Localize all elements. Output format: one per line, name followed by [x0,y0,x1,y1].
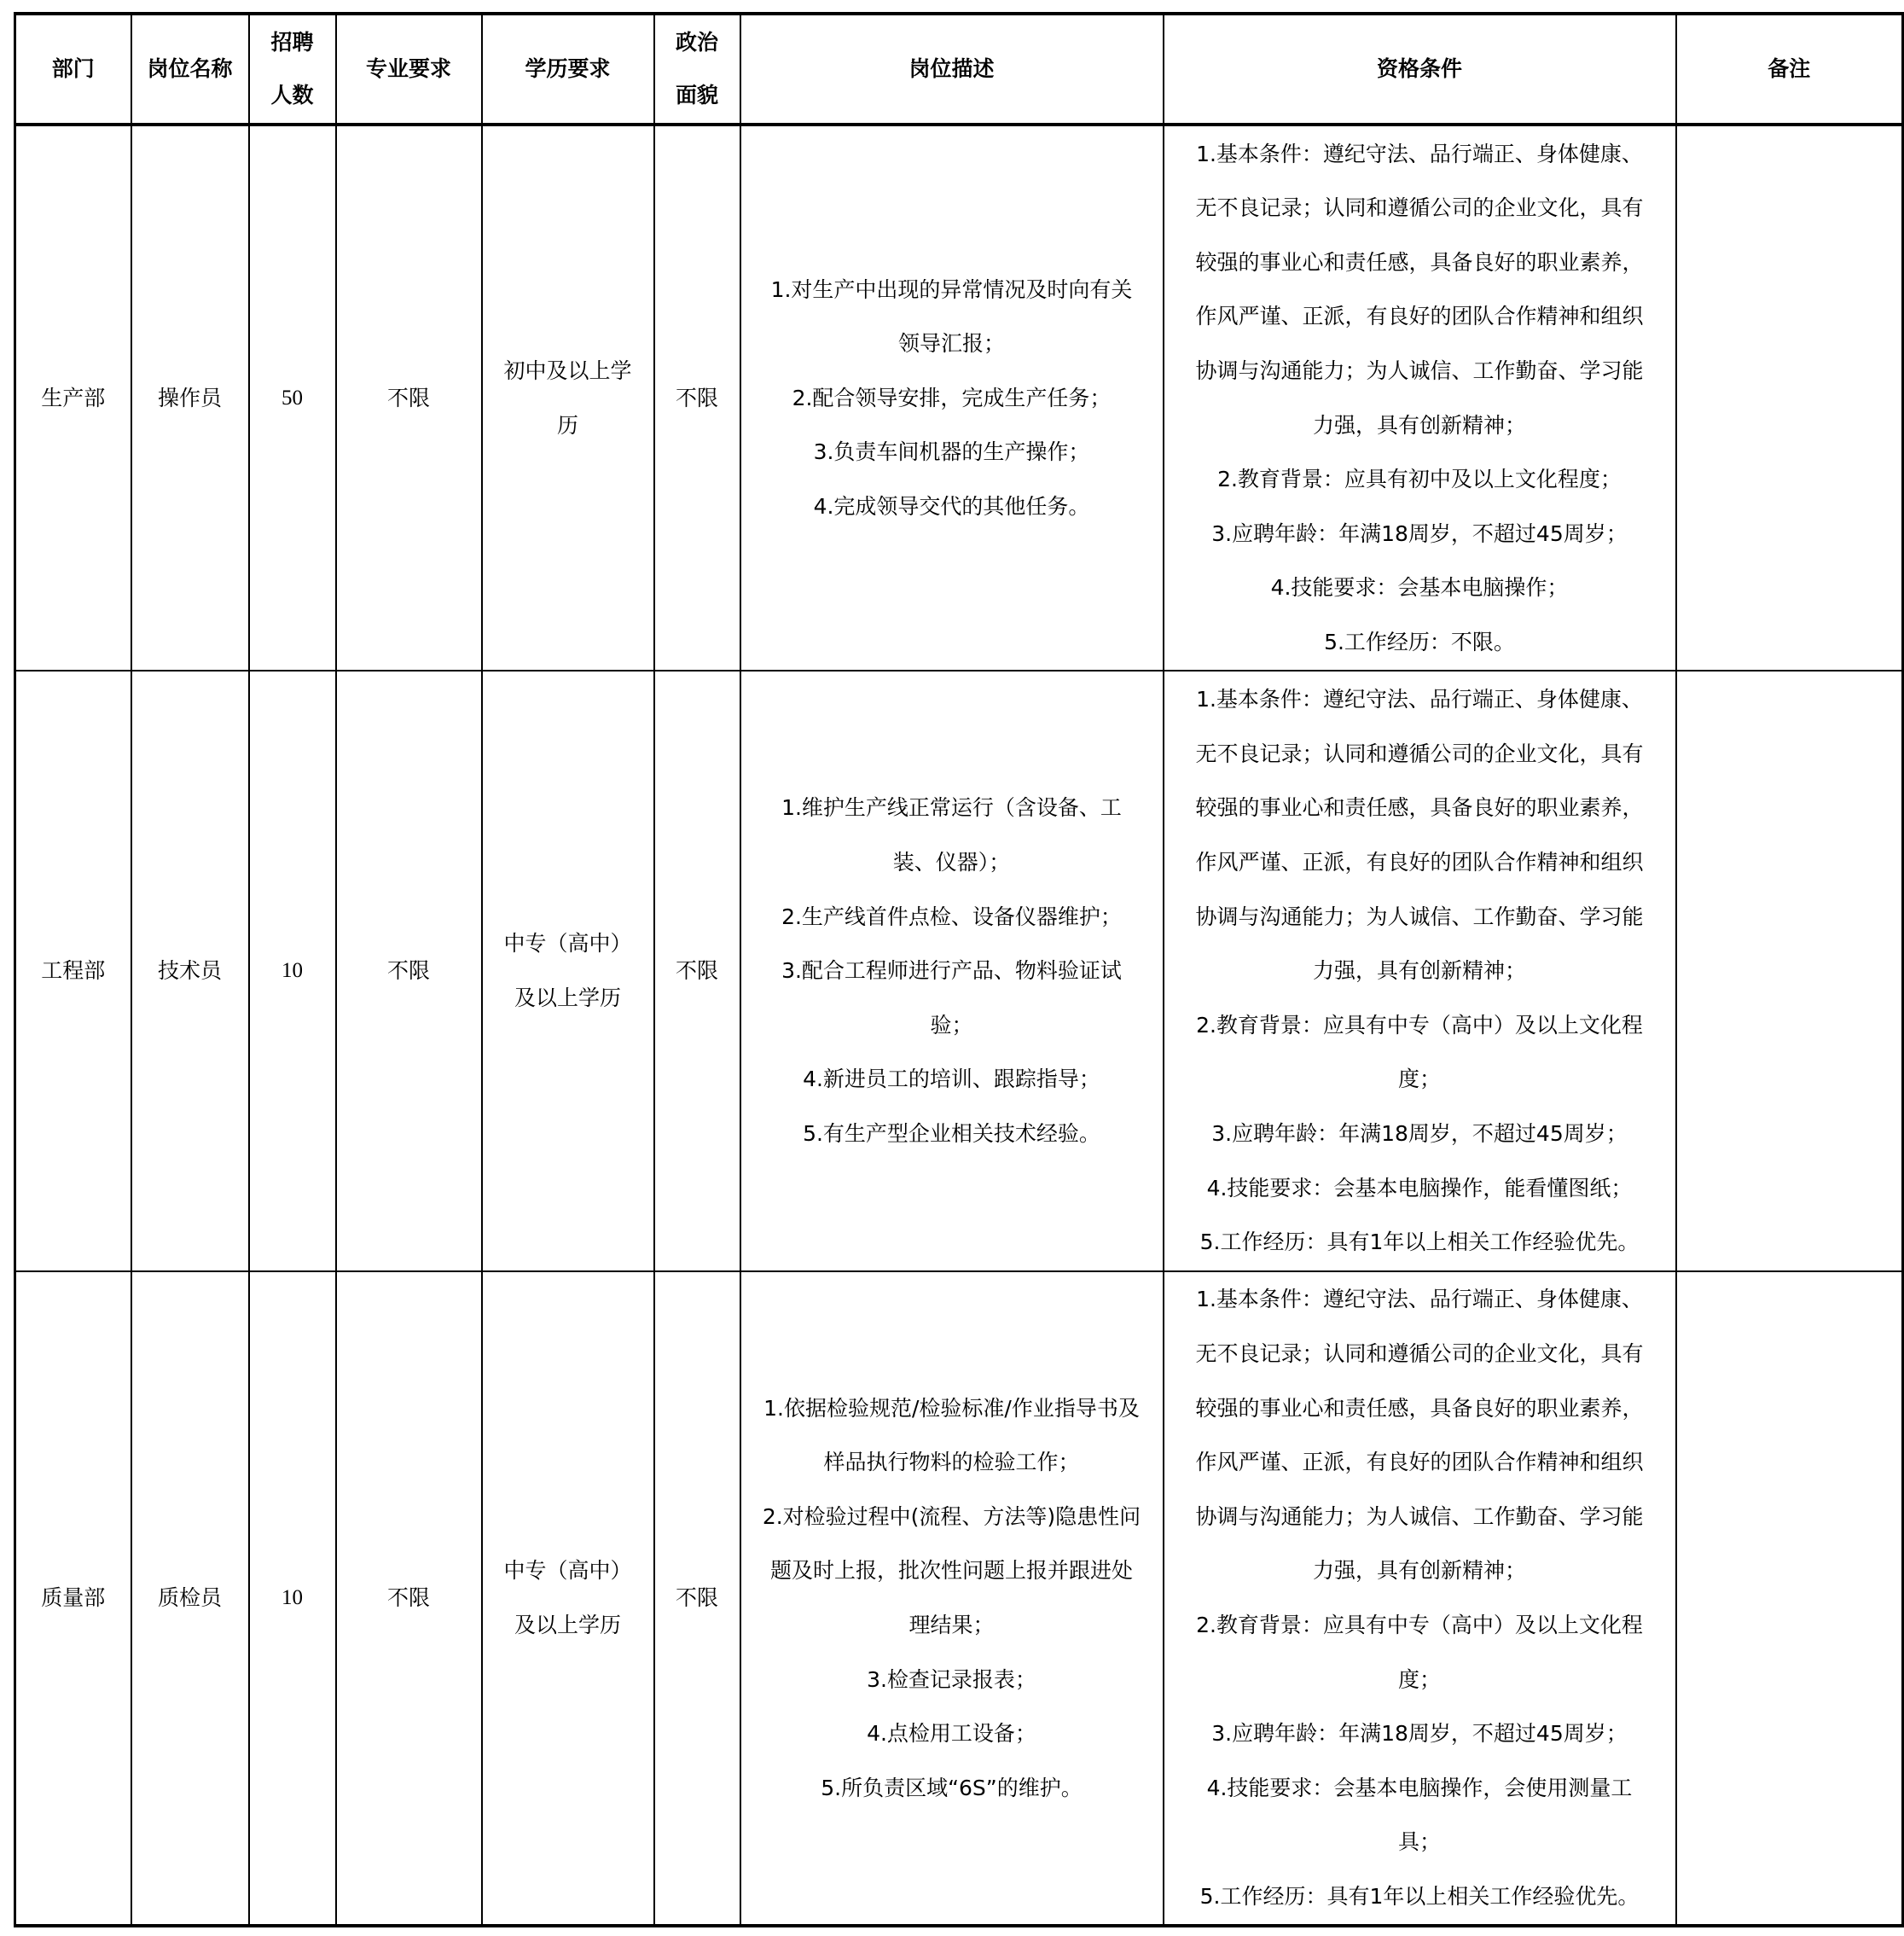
qualification-line: 度； [1397,1666,1441,1692]
qualification-line: 具； [1397,1829,1441,1855]
description-line: 3.负责车间机器的生产操作； [813,439,1090,465]
qualification-line: 作风严谨、正派，有良好的团队合作精神和组织 [1195,1450,1644,1475]
description-line: 4.点检用工设备； [867,1721,1036,1747]
cell-major: 不限 [336,125,482,671]
cell-description [740,125,1164,671]
qualification-line: 2.教育背景：应具有中专（高中）及以上文化程 [1196,1613,1643,1637]
cell-headcount: 50 [249,125,336,671]
qualification-line: 较强的事业心和责任感，具备良好的职业素养， [1195,795,1644,821]
header-education [482,14,654,125]
cell-department: 生产部 [15,125,131,671]
qualification-line: 力强，具有创新精神； [1312,1558,1526,1584]
header-department [15,14,131,125]
description-line: 3.配合工程师进行产品、物料验证试 [781,958,1122,984]
header-label: 备注 [1768,56,1811,81]
qualification-line: 无不良记录；认同和遵循公司的企业文化，具有 [1195,1341,1644,1367]
cell-remarks [1676,1271,1903,1926]
cell-major: 不限 [336,671,482,1271]
description-line: 样品执行物料的检验工作； [823,1450,1080,1475]
education-line: 历 [556,412,578,438]
cell-political-status: 不限 [654,125,740,671]
header-remarks [1676,14,1903,125]
cell-headcount: 10 [249,671,336,1271]
qualification-line: 无不良记录；认同和遵循公司的企业文化，具有 [1195,741,1644,766]
header-qualifications [1164,14,1676,125]
qualification-line: 5.工作经历：不限。 [1324,629,1515,654]
table-row [15,671,1903,1271]
qualification-line: 4.技能要求：会基本电脑操作； [1270,575,1569,601]
table-row [15,125,1903,671]
description-line: 装、仪器）； [892,850,1011,875]
education-line: 中专（高中） [503,1558,632,1584]
education-line: 及以上学历 [514,1613,621,1637]
cell-remarks [1676,671,1903,1271]
description-line: 5.所负责区域“6S”的维护。 [821,1775,1083,1800]
cell-education [482,125,654,671]
table-row [15,1271,1903,1926]
education-line: 中专（高中） [503,931,632,956]
cell-position: 操作员 [131,125,249,671]
description-line: 2.配合领导安排，完成生产任务； [792,385,1112,410]
cell-major: 不限 [336,1271,482,1926]
recruitment-table [14,12,1904,1927]
qualification-line: 3.应聘年龄：年满18周岁，不超过45周岁； [1211,1721,1628,1747]
header-label: 面貌 [675,83,718,108]
education-line: 及以上学历 [514,985,621,1010]
qualification-line: 协调与沟通能力；为人诚信、工作勤奋、学习能 [1195,1503,1644,1529]
description-line: 4.新进员工的培训、跟踪指导； [803,1067,1100,1092]
header-major [336,14,482,125]
cell-description [740,671,1164,1271]
qualification-line: 4.技能要求：会基本电脑操作，会使用测量工 [1206,1775,1633,1800]
qualification-line: 4.技能要求：会基本电脑操作，能看懂图纸； [1206,1175,1633,1201]
qualification-line: 2.教育背景：应具有初中及以上文化程度； [1217,467,1622,492]
header-label: 专业要求 [365,56,451,81]
qualification-line: 1.基本条件：遵纪守法、品行端正、身体健康、 [1196,1287,1643,1312]
header-label: 人数 [270,83,314,108]
qualification-line: 作风严谨、正派，有良好的团队合作精神和组织 [1195,850,1644,875]
education-line: 初中及以上学 [503,358,632,383]
description-line: 理结果； [908,1613,995,1637]
qualification-line: 力强，具有创新精神； [1312,958,1526,984]
qualification-line: 力强，具有创新精神； [1312,412,1526,438]
cell-qualifications [1164,125,1676,671]
qualification-line: 1.基本条件：遵纪守法、品行端正、身体健康、 [1196,687,1643,712]
cell-political-status: 不限 [654,671,740,1271]
cell-qualifications [1164,671,1676,1271]
header-headcount [249,14,336,125]
cell-department: 工程部 [15,671,131,1271]
description-line: 3.检查记录报表； [867,1666,1036,1692]
cell-position: 技术员 [131,671,249,1271]
header-label: 岗位描述 [908,56,995,81]
cell-political-status: 不限 [654,1271,740,1926]
cell-education [482,1271,654,1926]
cell-department: 质量部 [15,1271,131,1926]
qualification-line: 协调与沟通能力；为人诚信、工作勤奋、学习能 [1195,904,1644,929]
description-line: 1.依据检验规范/检验标准/作业指导书及 [763,1395,1140,1421]
qualification-line: 3.应聘年龄：年满18周岁，不超过45周岁； [1211,1120,1628,1146]
cell-position: 质检员 [131,1271,249,1926]
qualification-line: 协调与沟通能力；为人诚信、工作勤奋、学习能 [1195,358,1644,383]
header-description [740,14,1164,125]
header-label: 招聘 [270,30,314,55]
description-line: 题及时上报，批次性问题上报并跟进处 [769,1558,1133,1584]
qualification-line: 5.工作经历：具有1年以上相关工作经验优先。 [1199,1883,1640,1909]
header-label: 岗位名称 [147,56,233,81]
header-row [15,14,1903,125]
header-political-status [654,14,740,125]
description-line: 4.完成领导交代的其他任务。 [813,493,1090,519]
description-line: 2.对检验过程中(流程、方法等)隐患性问 [762,1503,1141,1529]
header-label: 学历要求 [525,56,611,81]
description-line: 验； [930,1012,973,1038]
header-label: 部门 [51,56,95,81]
header-position-name [131,14,249,125]
qualification-line: 无不良记录；认同和遵循公司的企业文化，具有 [1195,195,1644,221]
qualification-line: 作风严谨、正派，有良好的团队合作精神和组织 [1195,304,1644,329]
qualification-line: 较强的事业心和责任感，具备良好的职业素养， [1195,249,1644,275]
qualification-line: 5.工作经历：具有1年以上相关工作经验优先。 [1199,1230,1640,1255]
qualification-line: 3.应聘年龄：年满18周岁，不超过45周岁； [1211,520,1628,546]
qualification-line: 较强的事业心和责任感，具备良好的职业素养， [1195,1395,1644,1421]
qualification-line: 1.基本条件：遵纪守法、品行端正、身体健康、 [1196,141,1643,166]
description-line: 领导汇报； [897,331,1005,357]
cell-education [482,671,654,1271]
description-line: 1.维护生产线正常运行（含设备、工 [781,795,1122,821]
qualification-line: 度； [1397,1067,1441,1092]
description-line: 2.生产线首件点检、设备仪器维护； [781,904,1122,929]
header-label: 资格条件 [1376,56,1462,81]
cell-description [740,1271,1164,1926]
cell-remarks [1676,125,1903,671]
header-label: 政治 [675,30,718,55]
cell-qualifications [1164,1271,1676,1926]
cell-headcount: 10 [249,1271,336,1926]
description-line: 1.对生产中出现的异常情况及时向有关 [770,276,1133,302]
description-line: 5.有生产型企业相关技术经验。 [803,1120,1100,1146]
qualification-line: 2.教育背景：应具有中专（高中）及以上文化程 [1196,1012,1643,1038]
